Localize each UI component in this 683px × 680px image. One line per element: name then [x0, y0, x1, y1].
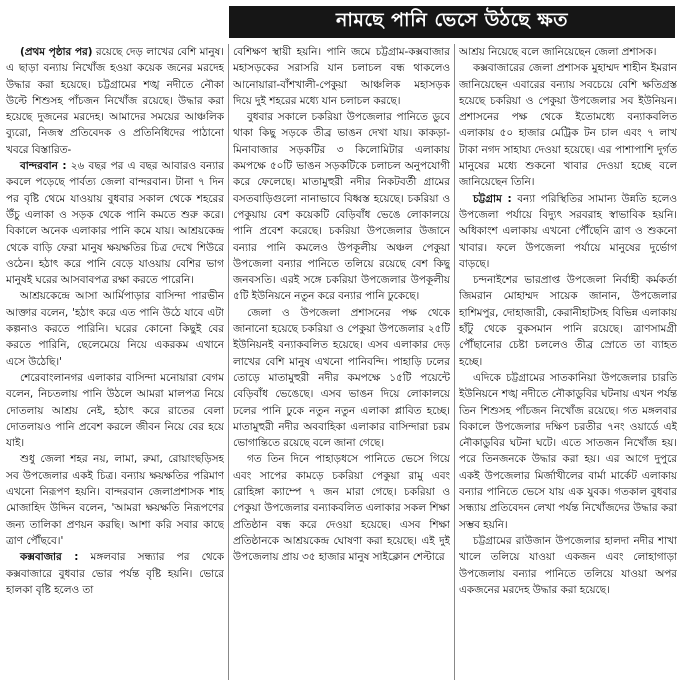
paragraph: [459, 44, 677, 60]
paragraph-text: এদিকে চট্টগ্রামের সাতকানিয়া উপজেলার চারতি ইউনিয়নে শঙ্খ নদীতে নৌকাডুবির ঘটনায় এখন পর্যন্ত তিন শিশুসহ পাঁচজন নিখোঁজ রয়েছে। গত মঙ্গলবার বিকালে উপজেলার দক্ষিণ চরতীর ৭নং ওয়ার্ডে এই নৌকাডুবির ঘটনা ঘটে। এতে সাতজন নিখোঁজ হয়। পরে তিনজনকে উদ্ধার করা হয়। এর আগে দুপুরে একই উপজেলার মির্জাখীলের বার্মা মার্কেট এলাকায় বন্যার পানিতে ভেসে যায় এক যুবক। গতকাল বুধবার সন্ধ্যায় প্রতিবেদন লেখা পর্যন্ত নিখোঁজদের উদ্ধার করা সম্ভব হয়নি।: [459, 371, 677, 531]
paragraph-text: মঙ্গলবার সন্ধ্যার পর থেকে কক্সবাজারে বুধবার ভোর পর্যন্ত বৃষ্টি হয়নি। ভোরে হালকা বৃষ্টি হলেও তা: [6, 551, 224, 596]
paragraph-text: আশ্রয়কেন্দ্রে আসা আর্মিপাড়ার বাসিন্দা পারভীন আক্তার বলেন, 'হঠাৎ করে এত পানি উঠে যাবে এটা কল্পনাও করতে পারিনি। ঘরের কোনো কিছুই বের করতে পারিনি, ছেলেমেয়ে নিয়ে একরকম এখানে এসে উঠেছি।': [6, 290, 224, 368]
paragraph-text: চন্দনাইশের ভারপ্রাপ্ত উপজেলা নির্বাহী কর্মকর্তা জিমরান মোহাম্মদ সায়েক জানান, উপজেলার হাশিমপুর, দোহাজারী, কেরানীহাটসহ বিভিন্ন এলাকায় হাঁটু থেকে বুকসমান পানি রয়েছে। ত্রাণসামগ্রী পৌঁছানোর চেষ্টা চললেও তীব্র স্রোতে তা ব্যাহত হচ্ছে।: [459, 274, 677, 368]
dateline: চট্টগ্রাম :: [473, 192, 512, 205]
paragraph: [233, 44, 450, 109]
dateline: বান্দরবান :: [20, 160, 67, 173]
paragraph-text: জেলা ও উপজেলা প্রশাসনের পক্ষ থেকে জানানো হয়েছে চকরিয়া ও পেকুয়া উপজেলার ২৫টি ইউনিয়নই বন্যাকবলিত হয়েছে। এসব এলাকার দেড় লাখের বেশি মানুষ এখনো পানিবন্দি। পাহাড়ি ঢলের তোড়ে মাতামুহুরী নদীর কমপক্ষে ১৫টি পয়েন্টে বেড়িবাঁধ ভেঙেছে। এসব ভাঙন দিয়ে লোকালয়ে ঢলের পানি ঢুকে নতুন নতুন এলাকা প্লাবিত হচ্ছে। মাতামুহুরী নদীর অববাহিকা এলাকার বাসিন্দারা চরম ভোগান্তিতে রয়েছে বলে জানা গেছে।: [233, 306, 450, 450]
article-column-1: [6, 44, 224, 680]
paragraph-text: রয়েছে দেড় লাখের বেশি মানুষ। এ ছাড়া বন্যায় নিখোঁজ হওয়া কয়েক জনের মরদেহ উদ্ধার করা হয়েছে। চট্টগ্রামের শঙ্খ নদীতে নৌকা উল্টে শিশুসহ পাঁচজন নিখোঁজ রয়েছে। উদ্ধার করা হয়েছে দুজনের মরদেহ। আমাদের সময়ের আঞ্চলিক ব্যুরো, নিজস্ব প্রতিবেদক ও প্রতিনিধিদের পাঠানো খবরে বিস্তারিত-: [6, 46, 224, 156]
paragraph-text: চট্টগ্রামের রাউজান উপজেলার হালদা নদীর শাখা খালে তলিয়ে যাওয়া একজন এবং লোহাগাড়া উপজেলায় বন্যার পানিতে তলিয়ে যাওয়া অপর একজনের মরদেহ উদ্ধার করা হয়েছে।: [459, 534, 677, 596]
paragraph: [459, 191, 677, 272]
dateline: কক্সবাজার :: [20, 551, 79, 564]
paragraph: [233, 109, 450, 305]
paragraph-text: শেরেবাংলানগর এলাকার বাসিন্দা মনোয়ারা বেগম বলেন, নিচতলায় পানি উঠলে আমরা মালপত্র নিয়ে দোতলায় আশ্রয় নেই, হঠাৎ করে রাতের বেলা দোতলায়ও পানি প্রবেশ করলে জীবন নিয়ে বের হয়ে যাই।: [6, 371, 224, 450]
paragraph: [233, 451, 450, 565]
article-column-2: [233, 44, 450, 680]
headline: নামছে পানি ভেসে উঠছে ক্ষত: [229, 6, 675, 38]
paragraph-text: গত তিন দিনে পাহাড়ধসে পানিতে ভেসে গিয়ে এবং সাপের কামড়ে চকরিয়া পেকুয়া রামু এবং রোহিঙ্গা ক্যাম্পে ৭ জন মারা গেছে। চকরিয়া ও পেকুয়া উপজেলার বন্যাকবলিত এলাকার সকল শিক্ষা প্রতিষ্ঠান বন্ধ করে দেওয়া হয়েছে। এসব শিক্ষা প্রতিষ্ঠানকে আশ্রয়কেন্দ্র ঘোষণা করা হয়েছে। এই দুই উপজেলায় প্রায় ৩৫ হাজার মানুষ সাইক্লোন শেল্টারে: [233, 453, 450, 564]
paragraph: [6, 288, 224, 369]
paragraph-text: ২৬ বছর পর এ বছর আবারও বন্যার কবলে পড়েছে পার্বত্য জেলা বান্দরবান। টানা ৭ দিন পর বৃষ্টি থেমে যাওয়ায় বুধবার সকাল থেকে শহরের উঁচু এলাকা ও সড়ক থেকে পানি কমতে শুরু করে। বিকালে অনেক এলাকার পানি কমে যায়। আশ্রয়কেন্দ্র থেকে বাড়ি ফেরা মানুষ ক্ষয়ক্ষতির চিত্র দেখে শিউরে ওঠেন। হঠাৎ করে পানি বেড়ে যাওয়ায় বেশির ভাগ মানুষই ঘরের আসবাবপত্র রক্ষা করতে পারেনি।: [6, 160, 224, 287]
paragraph: [6, 451, 224, 549]
article-column-3: [459, 44, 677, 680]
paragraph-text: কক্সবাজারের জেলা প্রশাসক মুহাম্মদ শাহীন ইমরান জানিয়েছেন এবারের বন্যায় সবচেয়ে বেশি ক্ষতিগ্রস্ত হয়েছে চকরিয়া ও পেকুয়া উপজেলার সব ইউনিয়ন। প্রশাসনের পক্ষ থেকে ইতোমধ্যে বন্যাকবলিত এলাকায় ৫০ হাজার মেট্রিক টন চাল এবং ৭ লাখ টাকা নগদ সাহায্য দেওয়া হয়েছে। এর পাশাপাশি দুর্গত মানুষের মধ্যে শুকনো খাবার দেওয়া হচ্ছে বলে জানিয়েছেন তিনি।: [459, 62, 677, 189]
column-divider-2: [454, 44, 455, 680]
paragraph-text: শুধু জেলা শহর নয়, লামা, রুমা, রোয়াংছড়িসহ সব উপজেলার একই চিত্র। বন্যায় ক্ষয়ক্ষতির পরিমাণ এখনো নিরূপণ হয়নি। বান্দরবান জেলাপ্রশাসক শাহ মোজাহিদ উদ্দিন বলেন, 'আমরা ক্ষয়ক্ষতি নিরূপণের জন্য তালিকা প্রণয়ন করছি। আশা করি সবার কাছে ত্রাণ পৌঁছবে।': [6, 453, 224, 547]
paragraph: [459, 60, 677, 190]
paragraph: [6, 158, 224, 288]
paragraph-text: আশ্রয় নিয়েছে বলে জানিয়েছেন জেলা প্রশাসক।: [459, 46, 657, 58]
paragraph-text: বন্যা পরিস্থিতির সামান্য উন্নতি হলেও উপজেলা পর্যায়ে বিদ্যুৎ সরবরাহ স্বাভাবিক হয়নি। অধিকাংশ এলাকায় এখনো পৌঁছেনি ত্রাণ ও শুকনো খাবার। ফলে উপজেলা পর্যায়ে মানুষের দুর্ভোগ বাড়ছে।: [459, 192, 677, 270]
paragraph: [459, 533, 677, 598]
dateline: (প্রথম পৃষ্ঠার পর): [20, 46, 93, 58]
paragraph: [6, 44, 224, 158]
paragraph: [459, 370, 677, 533]
paragraph-text: বুধবার সকালে চকরিয়া উপজেলার পানিতে ডুবে থাকা কিছু সড়কে তীব্র ভাঙন দেখা যায়। কাকড়া-মিনাবাজার সড়কটির ৩ কিলোমিটার এলাকায় কমপক্ষে ৫০টি ভাঙন সড়কটিকে চলাচল অনুপযোগী করে ফেলেছে। মাতামুহুরী নদীর নিকটবর্তী গ্রামের বসতবাড়িগুলো নানাভাবে বিধ্বস্ত হয়েছে। চকরিয়া ও পেকুয়ায় বেশ কয়েকটি বেড়িবাঁধ ভেঙে লোকালয়ে পানি প্রবেশ করেছে। চকরিয়া উপজেলার উজানে বন্যার পানি কমলেও উপকূলীয় অঞ্চল পেকুয়া উপজেলা বন্যার পানিতে তলিয়ে রয়েছে বেশ কিছু জনবসতি। এরই সঙ্গে চকরিয়া উপজেলার উপকূলীয় ৫টি ইউনিয়নে নতুন করে বন্যার পানি ঢুকেছে।: [233, 111, 450, 303]
paragraph: [233, 305, 450, 452]
paragraph: [6, 549, 224, 598]
paragraph: [459, 272, 677, 370]
column-divider-1: [228, 44, 229, 680]
paragraph: [6, 370, 224, 451]
paragraph-text: বেশিক্ষণ স্থায়ী হয়নি। পানি জমে চট্টগ্রাম-কক্সবাজার মহাসড়কের সরাসরি যান চলাচল বন্ধ থাকলেও আনোয়ারা-বাঁশখালী-পেকুয়া আঞ্চলিক মহাসড়ক দিয়ে দুই শহরের মধ্যে যান চলাচল করছে।: [233, 46, 450, 107]
